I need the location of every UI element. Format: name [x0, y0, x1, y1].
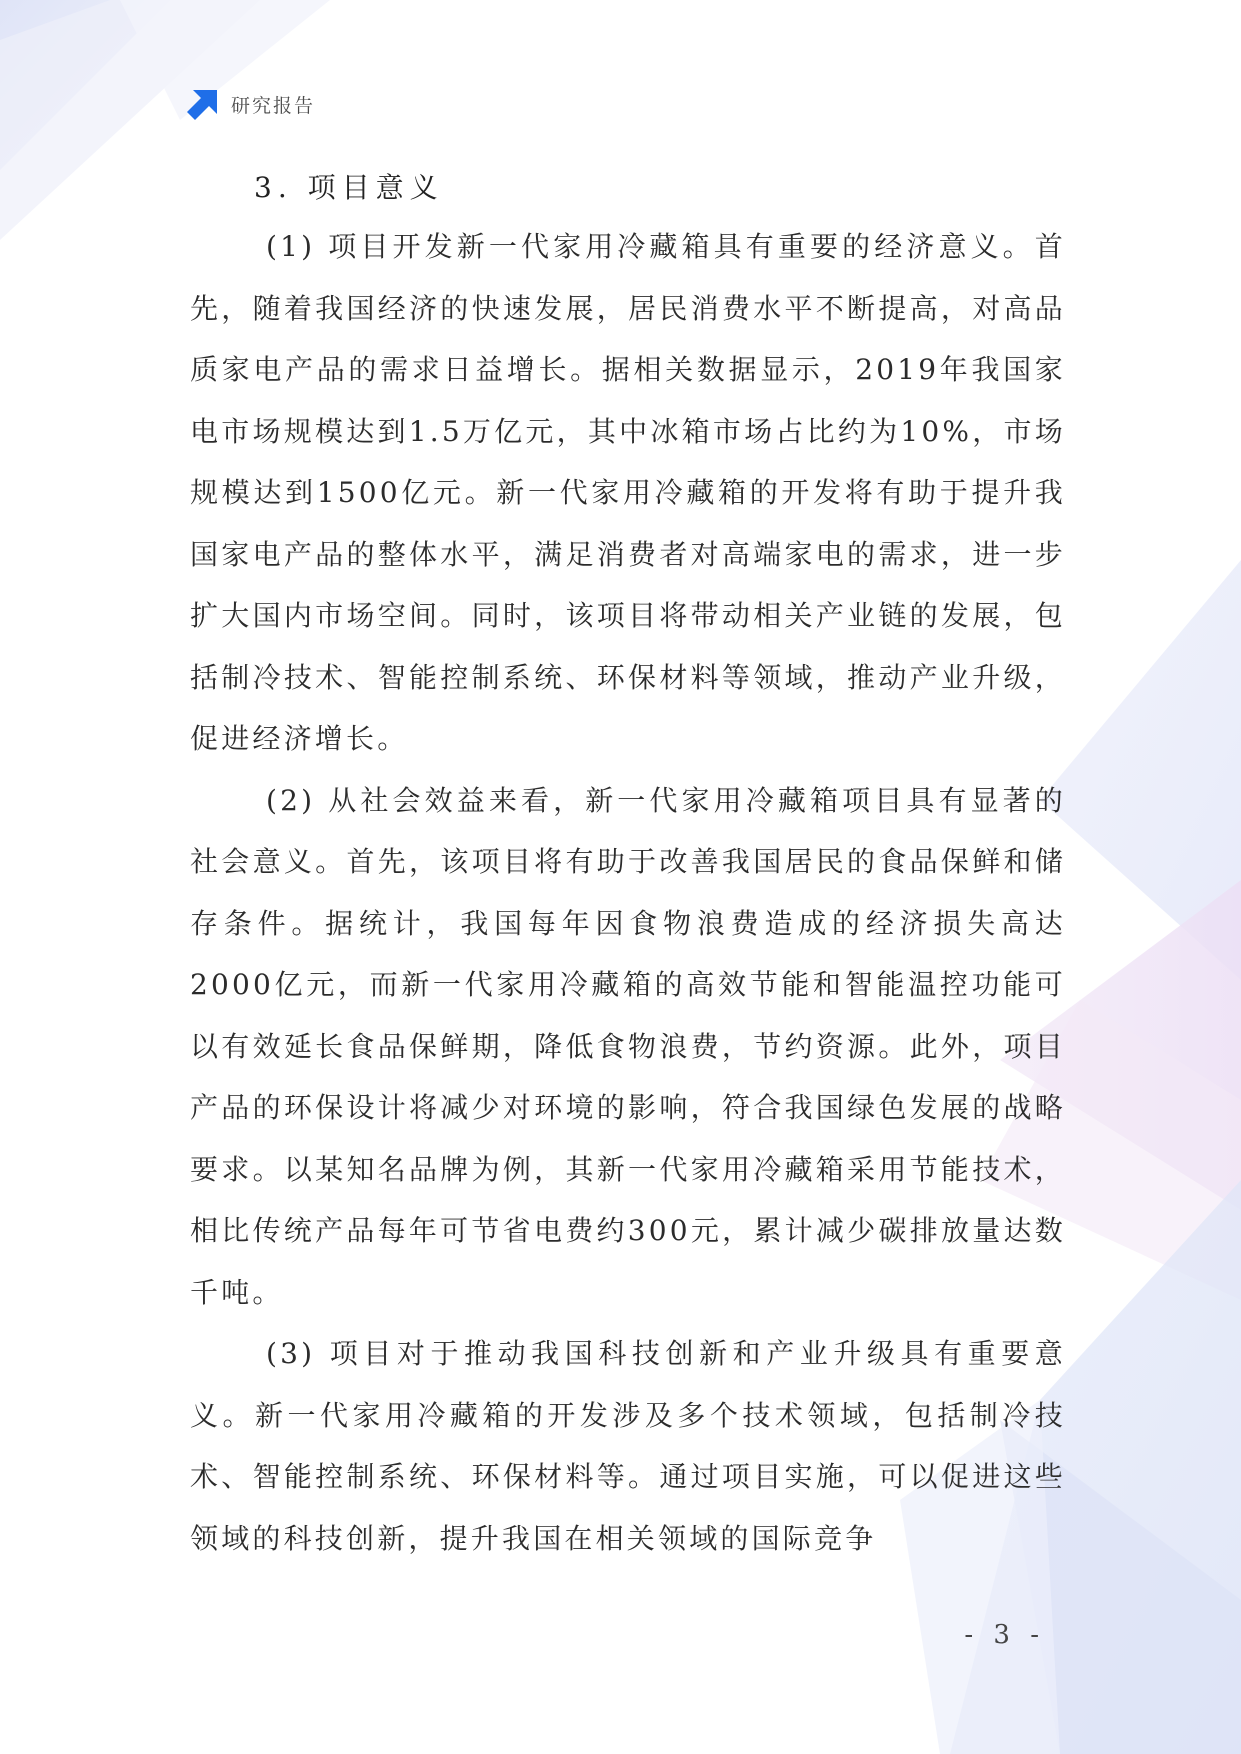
header-label: 研究报告 — [231, 94, 316, 117]
report-header — [187, 86, 315, 122]
paragraph-3: (3) 项目对于推动我国科技创新和产业升级具有重要意义。新一代家用冷藏箱的开发涉及多个技术领域，包括制冷技术、智能控制系统、环保材料等。通过项目实施，可以促进这些领域的科技创新，提升我国在相关领域的国际竞争 — [190, 1337, 1066, 1555]
paragraph-2: (2) 从社会效益来看，新一代家用冷藏箱项目具有显著的社会意义。首先，该项目将有助于改善我国居民的食品保鲜和储存条件。据统计，我国每年因食物浪费造成的经济损失高达2000亿元，而新一代家用冷藏箱的高效节能和智能温控功能可以有效延长食品保鲜期，降低食物浪费，节约资源。此外，项目产品的环保设计将减少对环境的影响，符合我国绿色发展的战略要求。以某知名品牌为例，其新一代家用冷藏箱采用节能技术，相比传统产品每年可节省电费约300元，累计减少碳排放量达数千吨。 — [190, 783, 1066, 1309]
paragraph-1: (1) 项目开发新一代家用冷藏箱具有重要的经济意义。首先，随着我国经济的快速发展，居民消费水平不断提高，对高品质家电产品的需求日益增长。据相关数据显示，2019年我国家电市场规模达到1.5万亿元，其中冰箱市场占比约为10%，市场规模达到1500亿元。新一代家用冷藏箱的开发将有助于提升我国家电产品的整体水平，满足消费者对高端家电的需求，进一步扩大国内市场空间。同时，该项目将带动相关产业链的发展，包括制冷技术、智能控制系统、环保材料等领域，推动产业升级，促进经济增长。 — [190, 230, 1066, 755]
document-body — [190, 160, 1066, 1569]
arrow-up-right-icon — [187, 88, 219, 120]
section-title: 3. 项目意义 — [254, 171, 444, 204]
page-number: - 3 - — [964, 1620, 1045, 1650]
